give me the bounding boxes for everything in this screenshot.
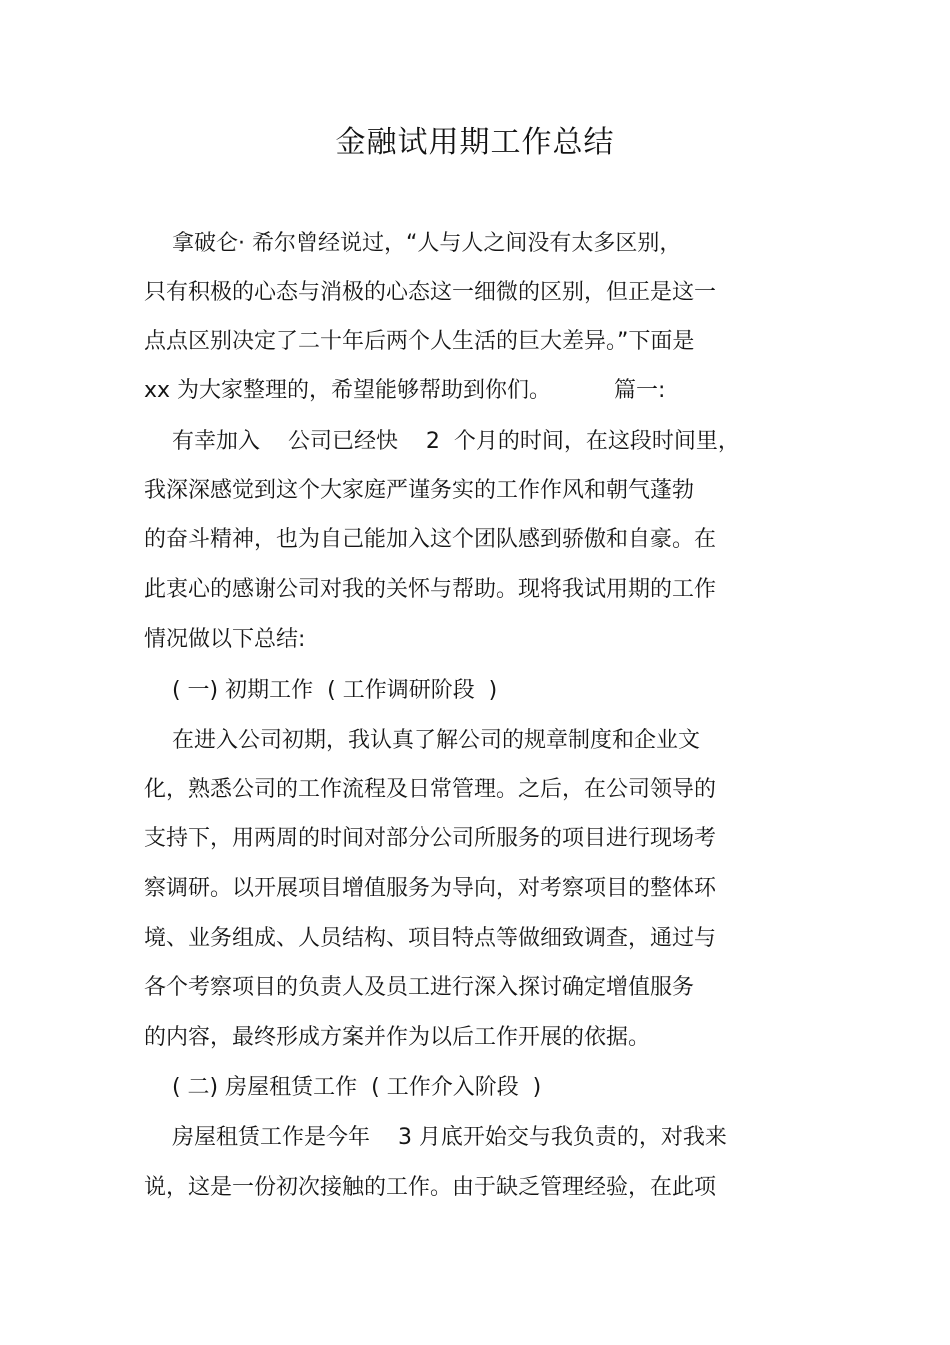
text-line: 察调研。以开展项目增值服务为导向，对考察项目的整体环: [144, 876, 717, 901]
section-heading: ( 一) 初期工作 ( 工作调研阶段 ): [144, 678, 498, 703]
text-line: 化，熟悉公司的工作流程及日常管理。之后，在公司领导的: [144, 777, 717, 802]
text-line: 的奋斗精神，也为自己能加入这个团队感到骄傲和自豪。在: [144, 527, 717, 552]
text-line: 情况做以下总结:: [144, 627, 306, 652]
text-line: 此衷心的感谢公司对我的关怀与帮助。现将我试用期的工作: [144, 577, 717, 602]
text-line: 支持下，用两周的时间对部分公司所服务的项目进行现场考: [144, 826, 717, 851]
text-line: xx 为大家整理的，希望能够帮助到你们。 篇一:: [144, 378, 666, 403]
text-line: 只有积极的心态与消极的心态这一细微的区别，但正是这一: [144, 280, 717, 305]
document-title: 金融试用期工作总结: [335, 125, 615, 160]
text-line: 说，这是一份初次接触的工作。由于缺乏管理经验，在此项: [144, 1175, 717, 1200]
text-line: 我深深感觉到这个大家庭严谨务实的工作作风和朝气蓬勃: [144, 478, 695, 503]
text-line: 的内容，最终形成方案并作为以后工作开展的依据。: [144, 1025, 651, 1050]
text-line: 境、业务组成、人员结构、项目特点等做细致调查，通过与: [144, 926, 717, 951]
text-line: 房屋租赁工作是今年 3 月底开始交与我负责的，对我来: [144, 1125, 727, 1150]
text-line: 有幸加入 公司已经快 2 个月的时间，在这段时间里，: [144, 429, 740, 454]
section-heading: ( 二) 房屋租赁工作 ( 工作介入阶段 ): [144, 1075, 542, 1100]
text-line: 各个考察项目的负责人及员工进行深入探讨确定增值服务: [144, 975, 695, 1000]
text-line: 点点区别决定了二十年后两个人生活的巨大差异。”下面是: [144, 329, 695, 354]
text-line: 拿破仑· 希尔曾经说过，“人与人之间没有太多区别，: [144, 231, 682, 256]
text-line: 在进入公司初期，我认真了解公司的规章制度和企业文: [144, 728, 700, 753]
